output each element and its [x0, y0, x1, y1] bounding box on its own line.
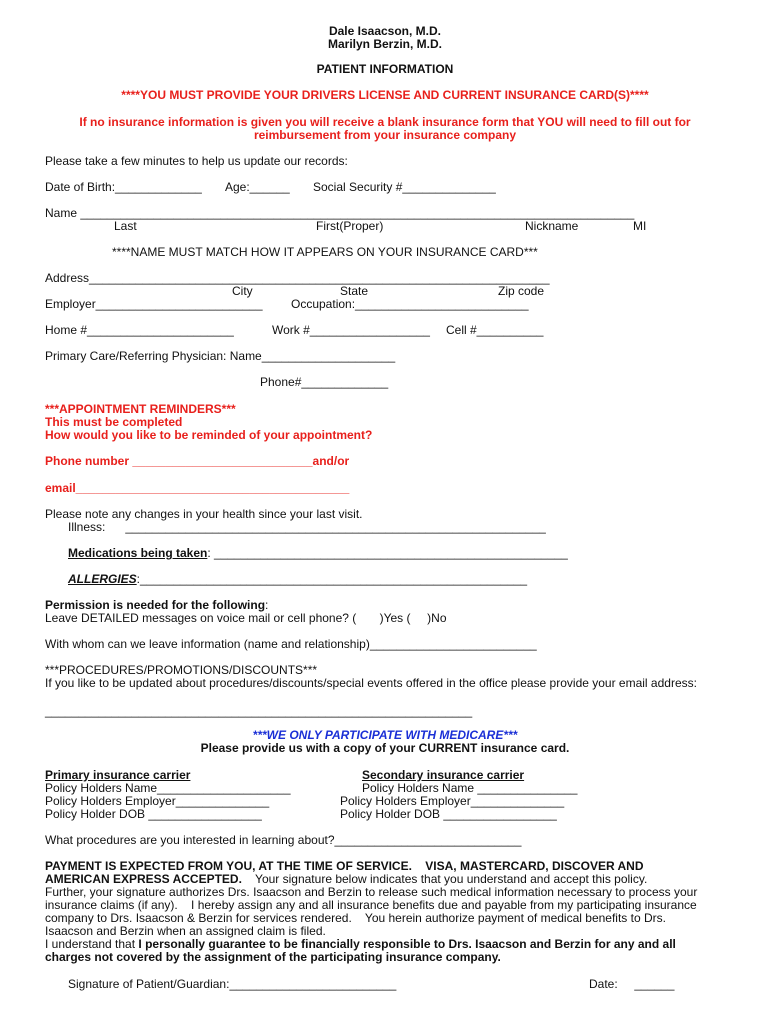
address-state-label: State [340, 284, 369, 298]
illness-field[interactable]: Illness: _______________________________________________________________ [68, 520, 546, 534]
name-field[interactable]: Name ___________________________________________________________________________________ [45, 206, 635, 220]
payment-line-3: Further, your signature authorizes Drs. Isaacson and Berzin to release such medical information necessary to process your [45, 885, 698, 899]
reminders-required: This must be completed [45, 415, 183, 429]
doctor-name-1: Dale Isaacson, M.D. [328, 24, 442, 38]
work-phone-field[interactable]: Work #__________________ [272, 323, 430, 337]
home-phone-field[interactable]: Home #______________________ [45, 323, 234, 337]
medicare-notice: ***WE ONLY PARTICIPATE WITH MEDICARE*** [252, 728, 518, 742]
payment-line-5: company to Drs. Isaacson & Berzin for services rendered. You herein authorize payment of medical benefits to Drs. [45, 911, 666, 925]
allergies-field[interactable] [68, 572, 527, 586]
no-insurance-notice-line2: reimbursement from your insurance company [253, 128, 517, 142]
reminder-email-field[interactable]: email_________________________________________ [45, 481, 350, 495]
signature-date-field[interactable]: Date: ______ [589, 977, 675, 991]
name-nickname-label: Nickname [525, 219, 579, 233]
promotions-email-field[interactable]: ________________________________________________________________ [45, 704, 473, 718]
name-last-label: Last [114, 219, 137, 233]
intro-text: Please take a few minutes to help us update our records: [45, 154, 348, 168]
medications-field[interactable] [68, 546, 568, 560]
allergies-line: :__________________________________________________________ [136, 572, 528, 586]
medications-line: : _____________________________________________________ [207, 546, 568, 560]
payment-line-2 [45, 872, 647, 886]
payment-line-4: insurance claims (if any). I hereby assign any and all insurance benefits due and payable from my participating insurance [45, 898, 697, 912]
reminders-heading: ***APPOINTMENT REMINDERS*** [45, 402, 236, 416]
medications-label: Medications being taken [68, 546, 208, 560]
occupation-field[interactable]: Occupation:__________________________ [291, 297, 529, 311]
name-first-label: First(Proper) [316, 219, 384, 233]
reminders-question: How would you like to be reminded of your appointment? [45, 428, 373, 442]
promotions-heading: ***PROCEDURES/PROMOTIONS/DISCOUNTS*** [45, 663, 318, 677]
leave-info-with-field[interactable]: With whom can we leave information (name and relationship)_________________________ [45, 637, 537, 651]
secondary-holder-name-field[interactable]: Policy Holders Name _______________ [362, 781, 578, 795]
insurance-copy-notice: Please provide us with a copy of your CURRENT insurance card. [200, 741, 570, 755]
payment-line-1: PAYMENT IS EXPECTED FROM YOU, AT THE TIME OF SERVICE. VISA, MASTERCARD, DISCOVER AND [45, 859, 644, 873]
payment-line-7-plain: I understand that [45, 937, 139, 951]
reminder-phone-field[interactable]: Phone number ___________________________and/or [45, 454, 350, 468]
payment-line-7-bold: I personally guarantee to be financially responsible to Drs. Isaacson and Berzin for any and all [138, 937, 676, 951]
social-security-field[interactable]: Social Security #______________ [313, 180, 496, 194]
payment-line-7 [45, 937, 676, 951]
primary-holder-employer-field[interactable]: Policy Holders Employer______________ [45, 794, 270, 808]
name-match-note: ****NAME MUST MATCH HOW IT APPEARS ON YOUR INSURANCE CARD*** [112, 245, 538, 259]
secondary-holder-employer-field[interactable]: Policy Holders Employer______________ [340, 794, 565, 808]
permission-heading-colon: : [265, 598, 269, 612]
address-zip-label: Zip code [498, 284, 545, 298]
cell-phone-field[interactable]: Cell #__________ [446, 323, 544, 337]
signature-field[interactable]: Signature of Patient/Guardian:_________________________ [68, 977, 397, 991]
promotions-text: If you like to be updated about procedures/discounts/special events offered in the office please provide your email address: [45, 676, 697, 690]
must-provide-notice: ****YOU MUST PROVIDE YOUR DRIVERS LICENSE AND CURRENT INSURANCE CARD(S)**** [121, 88, 649, 102]
primary-carrier-title: Primary insurance carrier [45, 768, 191, 782]
payment-line-6: Isaacson and Berzin when an assigned claim is filed. [45, 924, 326, 938]
allergies-label: ALLERGIES [68, 572, 137, 586]
permission-heading-text: Permission is needed for the following [45, 598, 266, 612]
date-of-birth-field[interactable]: Date of Birth:_____________ [45, 180, 202, 194]
age-field[interactable]: Age:______ [225, 180, 290, 194]
form-title: PATIENT INFORMATION [316, 62, 454, 76]
address-city-label: City [232, 284, 253, 298]
permission-heading [45, 598, 268, 612]
primary-holder-dob-field[interactable]: Policy Holder DOB _________________ [45, 807, 262, 821]
procedures-interest-field[interactable]: What procedures are you interested in learning about?____________________________ [45, 833, 522, 847]
primary-holder-name-field[interactable]: Policy Holders Name____________________ [45, 781, 291, 795]
payment-line-8: charges not covered by the assignment of the participating insurance company. [45, 950, 501, 964]
payment-line-2-bold: AMERICAN EXPRESS ACCEPTED. [45, 872, 242, 886]
voicemail-permission-field[interactable]: Leave DETAILED messages on voice mail or cell phone? ( )Yes ( )No [45, 611, 447, 625]
health-changes-note: Please note any changes in your health since your last visit. [45, 507, 363, 521]
payment-line-2-rest: Your signature below indicates that you understand and accept this policy. [241, 872, 648, 886]
no-insurance-notice-line1: If no insurance information is given you will receive a blank insurance form that YOU will need to fill out for [79, 115, 691, 129]
secondary-holder-dob-field[interactable]: Policy Holder DOB _________________ [340, 807, 557, 821]
employer-field[interactable]: Employer_________________________ [45, 297, 263, 311]
physician-phone-field[interactable]: Phone#_____________ [260, 375, 389, 389]
secondary-carrier-title: Secondary insurance carrier [362, 768, 525, 782]
address-field[interactable]: Address_____________________________________________________________________ [45, 271, 550, 285]
name-mi-label: MI [633, 219, 647, 233]
doctor-name-2: Marilyn Berzin, M.D. [327, 37, 443, 51]
physician-name-field[interactable]: Primary Care/Referring Physician: Name____________________ [45, 349, 396, 363]
